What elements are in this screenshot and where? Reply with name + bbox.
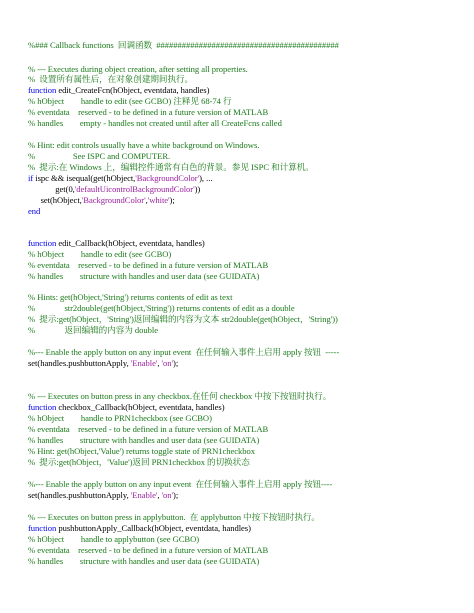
- code-line: [28, 195, 175, 206]
- code-line: [28, 457, 250, 468]
- code-line: [28, 435, 259, 446]
- code-line: [28, 292, 232, 303]
- string-text: 'on': [161, 490, 174, 500]
- code-line: [28, 107, 268, 118]
- string-text: 'white': [147, 195, 170, 205]
- code-line: [28, 140, 259, 151]
- code-line: [28, 40, 339, 51]
- comment-text: % 提示:get(hObject，'String')返回编辑的内容为文本 str2double(get(hObject，'String')): [28, 314, 338, 324]
- code-line: [28, 96, 232, 107]
- string-text: 'defaultUicontrolBackgroundColor': [74, 184, 195, 194]
- comment-text: % 返回编辑的内容为 double: [28, 325, 159, 335]
- code-text: );: [173, 490, 179, 500]
- comment-text: % eventdata reserved - to be defined in a future version of MATLAB: [28, 424, 269, 434]
- string-text: 'Enable': [130, 490, 158, 500]
- comment-text: % eventdata reserved - to be defined in a future version of MATLAB: [28, 545, 269, 555]
- code-line: [28, 303, 295, 314]
- comment-text: % Hint: get(hObject,'Value') returns toggle state of PRN1checkbox: [28, 446, 256, 456]
- code-text: set(handles.pushbuttonApply,: [28, 358, 131, 368]
- comment-text: % 设置所有属性后，在对象创建期间执行。: [28, 74, 194, 84]
- keyword-text: function: [28, 523, 57, 533]
- comment-text: % hObject handle to edit (see GCBO) 注释见 68-74 行: [28, 96, 232, 106]
- code-line: [28, 402, 225, 413]
- comment-text: %--- Enable the apply button on any input event 在任何输入事件上启用 apply 按钮----: [28, 479, 333, 489]
- code-line: [28, 534, 199, 545]
- code-line: [28, 314, 338, 325]
- keyword-text: function: [28, 85, 57, 95]
- code-text: ,: [145, 195, 148, 205]
- code-text: );: [173, 358, 179, 368]
- code-text: edit_Callback(hObject, eventdata, handles): [56, 238, 205, 248]
- code-line: [28, 118, 282, 129]
- comment-text: % hObject handle to applybutton (see GCBO): [28, 534, 200, 544]
- code-text: set(hObject,: [28, 195, 82, 205]
- code-line: [28, 325, 158, 336]
- string-text: 'BackgroundColor': [81, 195, 146, 205]
- code-line: [28, 512, 320, 523]
- code-text: get(0,: [28, 184, 75, 194]
- code-line: [28, 249, 171, 260]
- comment-text: % str2double(get(hObject,'String')) returns contents of edit as a double: [28, 303, 295, 313]
- code-line: [28, 446, 255, 457]
- comment-text: % Hint: edit controls usually have a white background on Windows.: [28, 140, 260, 150]
- code-line: [28, 151, 170, 162]
- comment-text: % eventdata reserved - to be defined in a future version of MATLAB: [28, 107, 269, 117]
- code-line: [28, 206, 40, 217]
- comment-text: % hObject handle to edit (see GCBO): [28, 249, 172, 259]
- code-line: [28, 347, 339, 358]
- comment-text: % handles structure with handles and user data (see GUIDATA): [28, 556, 260, 566]
- string-text: 'BackgroundColor': [135, 173, 200, 183]
- code-text: );: [169, 195, 175, 205]
- code-text: ,: [157, 358, 162, 368]
- code-line: [28, 523, 251, 534]
- code-text: pushbuttonApply_Callback(hObject, eventdata, handles): [56, 523, 251, 533]
- comment-text: % --- Executes during object creation, after setting all properties.: [28, 64, 248, 74]
- comment-text: %### Callback functions 回调函数 ###########################################: [28, 40, 339, 50]
- code-text: ), ...: [199, 173, 213, 183]
- code-text: checkbox_Callback(hObject, eventdata, handles): [56, 402, 225, 412]
- comment-text: % 提示:get(hObject，'Value')返回 PRN1checkbox 的切换状态: [28, 457, 250, 467]
- comment-text: % handles empty - handles not created until after all CreateFcns called: [28, 118, 282, 128]
- code-line: [28, 238, 205, 249]
- comment-text: % --- Executes on button press in any checkbox.在任何 checkbox 中按下按钮时执行。: [28, 391, 332, 401]
- code-text: set(handles.pushbuttonApply,: [28, 490, 131, 500]
- keyword-text: end: [28, 206, 41, 216]
- keyword-text: if: [28, 173, 34, 183]
- code-text: edit_CreateFcn(hObject, eventdata, handles): [56, 85, 210, 95]
- code-line: [28, 260, 268, 271]
- code-text: ,: [157, 490, 162, 500]
- comment-text: % See ISPC and COMPUTER.: [28, 151, 171, 161]
- code-line: [28, 479, 332, 490]
- string-text: 'on': [161, 358, 174, 368]
- keyword-text: function: [28, 238, 57, 248]
- code-line: [28, 490, 178, 501]
- comment-text: % handles structure with handles and user data (see GUIDATA): [28, 271, 260, 281]
- code-line: [28, 85, 209, 96]
- code-line: [28, 391, 331, 402]
- code-line: [28, 162, 314, 173]
- code-text: )): [194, 184, 201, 194]
- comment-text: % handles structure with handles and user data (see GUIDATA): [28, 435, 260, 445]
- code-line: [28, 413, 212, 424]
- comment-text: % hObject handle to PRN1checkbox (see GCBO): [28, 413, 212, 423]
- keyword-text: function: [28, 402, 57, 412]
- comment-text: % 提示:在 Windows 上，编辑控件通常有白色的背景。参见 ISPC 和计算机。: [28, 162, 314, 172]
- code-line: [28, 74, 193, 85]
- code-line: [28, 358, 178, 369]
- comment-text: % --- Executes on button press in applybutton. 在 applybutton 中按下按钮时执行。: [28, 512, 320, 522]
- code-line: [28, 556, 259, 567]
- comment-text: % eventdata reserved - to be defined in a future version of MATLAB: [28, 260, 269, 270]
- code-line: [28, 271, 259, 282]
- code-line: [28, 424, 268, 435]
- code-line: [28, 173, 212, 184]
- comment-text: %--- Enable the apply button on any input event 在任何输入事件上启用 apply 按钮 -----: [28, 347, 340, 357]
- comment-text: % Hints: get(hObject,'String') returns contents of edit as text: [28, 292, 233, 302]
- code-line: [28, 184, 200, 195]
- code-line: [28, 545, 268, 556]
- code-text: ispc && isequal(get(hObject,: [33, 173, 136, 183]
- string-text: 'Enable': [130, 358, 158, 368]
